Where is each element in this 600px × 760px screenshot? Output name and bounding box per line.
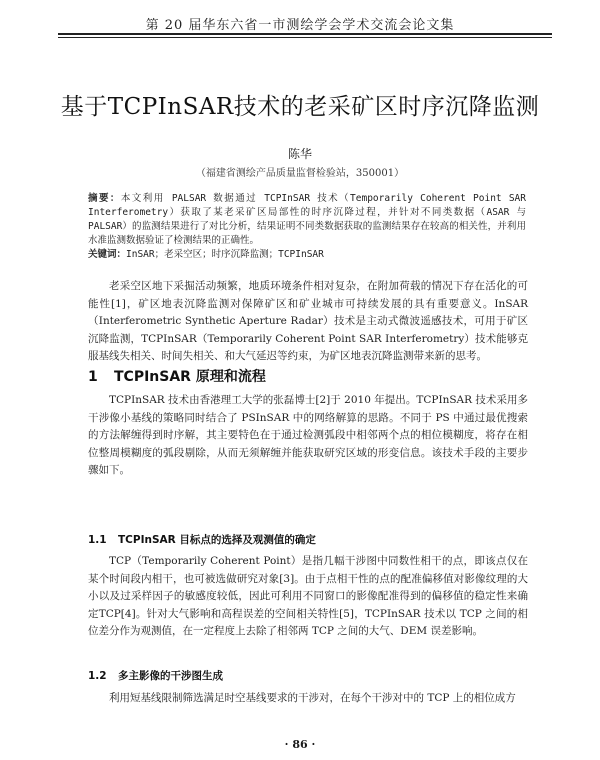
subsection-1-2-heading: [88, 668, 223, 683]
author-affiliation: （福建省测绘产品质量监督检验站，350001）: [195, 168, 405, 179]
subsection-1-1-title: TCPInSAR 目标点的选择及观测值的确定: [118, 534, 316, 546]
header-rule-thin: [58, 37, 552, 38]
subsection-1-2-title: 多主影像的干涉图生成: [118, 670, 223, 682]
section-1-title: TCPInSAR 原理和流程: [114, 369, 266, 385]
section-1-heading: [88, 366, 266, 386]
running-header: 第 20 届华东六省一市测绘学会学术交流会论文集: [145, 18, 455, 33]
abstract-paragraph: [88, 192, 526, 248]
section-1-paragraph: TCPInSAR 技术由香港理工大学的张磊博士[2]于 2010 年提出。TCPInSAR 技术采用多干涉像小基线的策略同时结合了 PSInSAR 中的网络解算的思路。不同于 PS 中通过最优搜索的方法解缠得到时序解，其主要特色在于通过检测弧段中相邻两个点的相位模糊度，将存在相位整周模糊度的弧段剔除，从而无须解缠并能获取研究区域的形变信息。该技术手段的主要步骤如下。: [88, 394, 528, 476]
abstract-label: 摘要：: [88, 193, 121, 204]
subsection-1-1-paragraph: TCP（Temporarily Coherent Point）是指几幅干涉图中同数性相干的点，即该点仅在某个时间段内相干，也可被选做研究对象[3]。由于点相干性的点的配准偏移值对影像纹理的大小以及过采样因子的敏感度较低，因此可利用不同窗口的影像配准得到的偏移值的稳定性来确定TCP[4]。针对大气影响和高程误差的空间相关特性[5]，TCPInSAR 技术以 TCP 之间的相位差分作为观测值，在一定程度上去除了相邻两 TCP 之间的大气、DEM 误差影响。: [88, 555, 528, 637]
abstract: [88, 192, 526, 262]
intro-section: [88, 278, 528, 366]
subsection-1-2-number: 1.2: [88, 670, 107, 682]
subsection-1-1-body: [88, 553, 528, 641]
author-name: 陈华: [287, 147, 312, 161]
page-number: · 86 ·: [284, 738, 316, 751]
subsection-1-2-paragraph: 利用短基线限制筛选满足时空基线要求的干涉对，在每个干涉对中的 TCP 上的相位成方: [109, 692, 516, 704]
keywords-text: InSAR；老采空区；时序沉降监测；TCPInSAR: [126, 249, 324, 260]
section-1-number: 1: [88, 369, 98, 385]
header-rule: [58, 33, 552, 35]
intro-paragraph: 老采空区地下采掘活动频繁，地质环境条件相对复杂，在附加荷载的情况下存在活化的可能性[1]，矿区地表沉降监测对保障矿区和矿业城市可持续发展的具有重要意义。InSAR（Interferometric Synthetic Aperture Radar）技术是主动式微波遥感技术，可用于矿区沉降监测，TCPInSAR（Temporarily Coherent Point SAR Interferometry）技术能够克服基线失相关、时间失相关、和大气延迟等约束，为矿区地表沉降监测带来新的思考。: [88, 280, 528, 362]
abstract-text: 本文利用 PALSAR 数据通过 TCPInSAR 技术（Temporarily Coherent Point SAR Interferometry）获取了某老采矿区局部性的时序沉降过程，并针对不同类数据（ASAR 与 PALSAR）的监测结果进行了对比分析，结果证明不同类数据获取的监测结果存在较高的相关性，并利用水准监测数据验证了检测结果的正确性。: [88, 193, 526, 246]
subsection-1-1-number: 1.1: [88, 534, 107, 546]
section-1-body: [88, 392, 528, 480]
subsection-1-1-heading: [88, 532, 316, 547]
subsection-1-2-body: [88, 690, 528, 708]
keywords-line: [88, 248, 526, 262]
keywords-label: 关键词：: [88, 249, 127, 260]
paper-title: 基于TCPInSAR技术的老采矿区时序沉降监测: [60, 94, 540, 120]
